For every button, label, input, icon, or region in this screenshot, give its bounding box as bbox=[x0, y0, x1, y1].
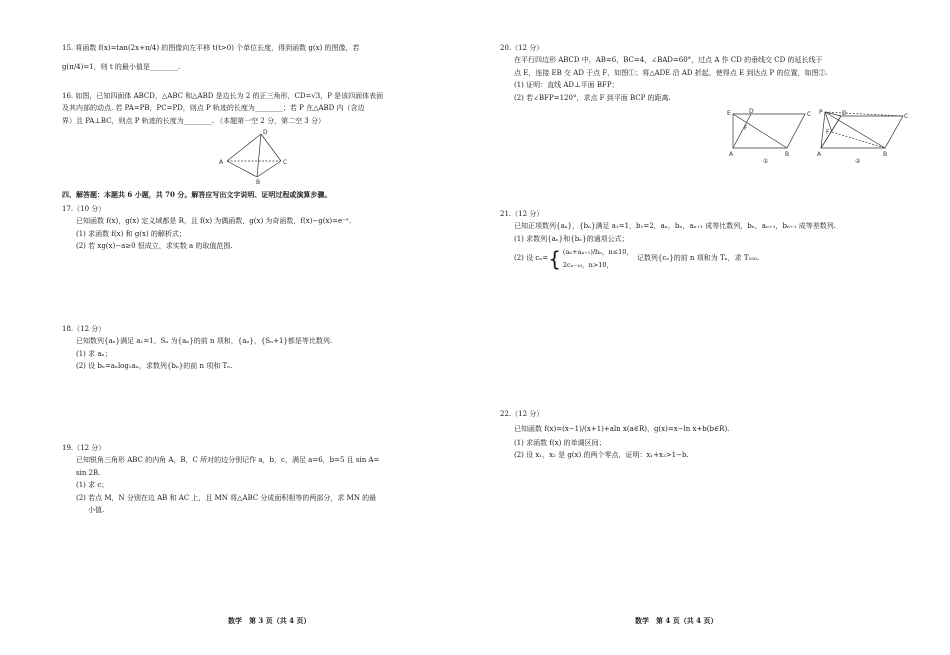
fig1-label-b: B bbox=[785, 151, 790, 158]
fig2-pb bbox=[825, 112, 885, 148]
q17-part2: (2) 若 xg(x)−a≥0 恒成立，求实数 a 的取值范围. bbox=[76, 242, 233, 251]
q21-part2-suffix: 记数列{cₙ}的前 n 项和为 Tₙ，求 T₁₀₀. bbox=[636, 254, 760, 263]
q20-part2: (2) 若∠BFP=120°，求点 F 到平面 BCP 的距离. bbox=[514, 93, 671, 102]
q21-part1: (1) 求数列{aₙ}和{bₙ}的通项公式； bbox=[514, 234, 629, 243]
case-1: (aₙ+aₙ₊₁)/bₙ，n≤10， bbox=[562, 248, 633, 257]
fig2-label-f: F bbox=[826, 129, 830, 136]
q22-part1: (1) 求函数 f(x) 的单调区间； bbox=[514, 438, 606, 447]
question-20 bbox=[500, 44, 920, 103]
q19-body1: 已知锐角三角形 ABC 的内角 A，B，C 所对的边分别记作 a，b，c，满足 a=6，b=5 且 sin A= bbox=[76, 456, 380, 465]
fig2-label-p: P bbox=[819, 109, 823, 116]
q16-line1: 16. 如图，已知四面体 ABCD，△ABC 和△ABD 是边长为 2 的正三角形，CD=√3，P 是该四面体表面 bbox=[62, 92, 384, 100]
figure-1-parallelogram bbox=[725, 108, 815, 164]
label-c: C bbox=[283, 159, 288, 166]
q19-body2: sin 2B. bbox=[76, 468, 101, 477]
question-16 bbox=[62, 92, 462, 126]
fig1-eb bbox=[733, 114, 787, 148]
fig2-label-b: B bbox=[883, 151, 888, 158]
q16-line3: 界）且 PA⊥BC，则点 P 轨迹的长度为________. （本题第一空 2 分，第二空 3 分） bbox=[62, 116, 325, 125]
question-19 bbox=[62, 444, 462, 516]
edge-db bbox=[257, 134, 261, 177]
q20-title: 20.（12 分） bbox=[500, 44, 544, 52]
question-21 bbox=[500, 210, 930, 270]
fig1-label-c: C bbox=[807, 111, 812, 118]
fig1-label-d: D bbox=[749, 108, 754, 115]
q17-title: 17.（10 分） bbox=[62, 205, 106, 213]
q19-part1: (1) 求 c； bbox=[76, 481, 109, 490]
q19-part2a: (2) 若点 M，N 分别在边 AB 和 AC 上，且 MN 将△ABC 分成面积相等的两部分，求 MN 的最 bbox=[76, 493, 377, 502]
q18-body: 已知数列{aₙ}满足 a₁=1，Sₙ 为{aₙ}的前 n 项和，{aₙ}，{Sₙ+1}都是等比数列. bbox=[76, 337, 333, 346]
piecewise-cases bbox=[563, 248, 633, 270]
q20-body2: 点 E，连接 EB 交 AD 于点 F，如图①；将△ADE 沿 AD 折起，使得点 E 到达点 P 的位置，如图②. bbox=[514, 68, 828, 77]
q19-title: 19.（12 分） bbox=[62, 444, 106, 452]
q22-part2: (2) 设 x₁，x₂ 是 g(x) 的两个零点，证明：x₁+x₂>1−b. bbox=[514, 451, 689, 460]
question-15 bbox=[62, 44, 462, 73]
edge-da bbox=[227, 134, 261, 161]
fig2-pc bbox=[825, 112, 903, 116]
fig1-label-e: E bbox=[727, 110, 731, 117]
label-a: A bbox=[219, 159, 224, 166]
q17-body: 已知函数 f(x)，g(x) 定义域都是 R，且 f(x) 为偶函数，g(x) 为奇函数，f(x)−g(x)=e⁻ˣ. bbox=[76, 217, 352, 226]
brace-symbol: { bbox=[548, 247, 561, 272]
q18-title: 18.（12 分） bbox=[62, 325, 106, 333]
page-4 bbox=[475, 0, 950, 655]
section-heading: 四、解答题：本题共 6 小题，共 70 分。解答应写出文字说明、证明过程或演算步骤。 bbox=[62, 190, 332, 199]
fig2-label-a: A bbox=[817, 151, 822, 158]
q17-part1: (1) 求函数 f(x) 和 g(x) 的解析式； bbox=[76, 229, 186, 238]
q22-title: 22.（12 分） bbox=[500, 410, 544, 418]
fig1-caption: ① bbox=[763, 158, 769, 164]
question-17 bbox=[62, 205, 462, 252]
q15-line1: 15. 将函数 f(x)=tan(2x+π/4) 的图像向左平移 t(t>0) 个单位长度，得到函数 g(x) 的图像，若 bbox=[62, 44, 360, 52]
fig2-label-d: D bbox=[842, 110, 847, 117]
figure-2-folded bbox=[815, 108, 910, 164]
fig2-caption: ② bbox=[855, 158, 861, 164]
edge-ab bbox=[227, 161, 257, 177]
edge-cb bbox=[257, 161, 281, 177]
fig2-outline bbox=[821, 116, 903, 148]
q16-line2: 及其内部的动点. 若 PA=PB，PC=PD，则点 P 轨迹的长度为________；若 P 在△ABD 内（含边 bbox=[62, 104, 365, 113]
question-18 bbox=[62, 325, 462, 372]
page-footer-right: 数学 第 4 页（共 4 页） bbox=[635, 616, 718, 625]
tetrahedron-figure bbox=[215, 128, 295, 184]
fig1-ad bbox=[733, 114, 751, 148]
fig1-label-a: A bbox=[729, 151, 734, 158]
page-footer-left: 数学 第 3 页（共 4 页） bbox=[228, 616, 311, 625]
q21-body: 已知正项数列{aₙ}，{bₙ}满足 a₁=1，b₁=2，aₙ，bₙ，aₙ₊₁ 成等比数列，bₙ，aₙ₊₁，bₙ₊₁ 成等差数列. bbox=[514, 222, 836, 231]
question-22 bbox=[500, 410, 920, 461]
q21-title: 21.（12 分） bbox=[500, 210, 544, 218]
fig1-label-f: F bbox=[744, 125, 748, 132]
q20-body1: 在平行四边形 ABCD 中，AB=6，BC=4，∠BAD=60°，过点 A 作 CD 的垂线交 CD 的延长线于 bbox=[514, 56, 823, 65]
q21-part2-prefix: (2) 设 cₙ= bbox=[514, 254, 549, 263]
label-d: D bbox=[263, 129, 268, 136]
q18-part1: (1) 求 aₙ； bbox=[76, 349, 112, 358]
q15-line2: g(π/4)=1，则 t 的最小值是________. bbox=[62, 63, 181, 72]
fig2-fb bbox=[832, 132, 885, 148]
fig2-label-c: C bbox=[904, 113, 909, 120]
edge-dc bbox=[261, 134, 281, 161]
q18-part2: (2) 设 bₙ=aₙlog₂aₙ，求数列{bₙ}的前 n 项和 Tₙ. bbox=[76, 362, 233, 371]
label-b: B bbox=[256, 179, 261, 184]
q19-part2b: 小值. bbox=[88, 506, 105, 515]
q20-part1: (1) 证明：直线 AD⊥平面 BFP； bbox=[514, 81, 619, 90]
case-2: 2cₙ₋₁₀，n>10， bbox=[562, 261, 614, 270]
q22-body: 已知函数 f(x)=(x−1)/(x+1)+aln x(a∈R)，g(x)=x−ln x+b(b∈R). bbox=[514, 425, 730, 434]
q21-part2 bbox=[500, 248, 930, 270]
